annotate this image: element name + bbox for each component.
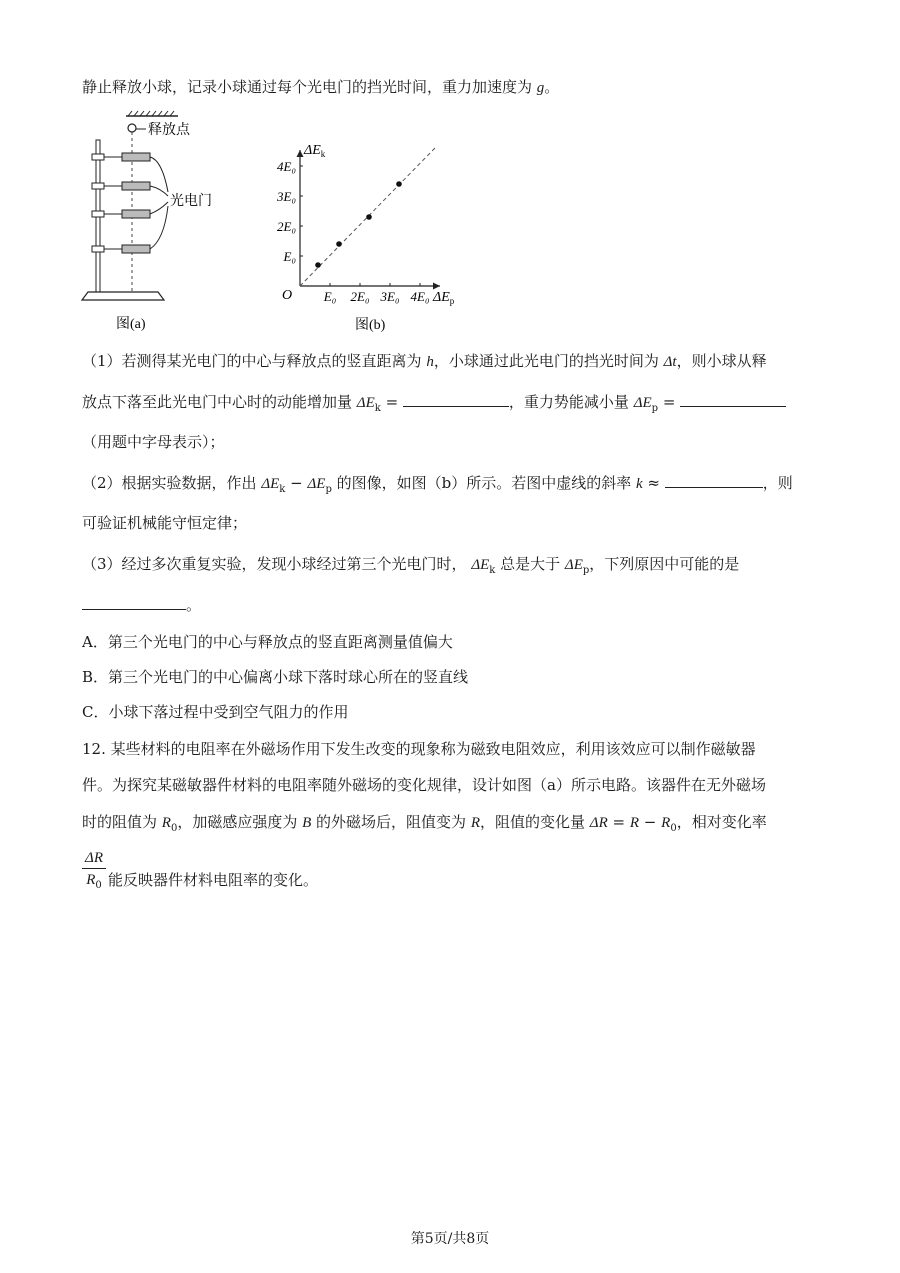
symbol-delta-ek: ΔE [356,395,375,411]
q12-text-c: 的外磁场后，阻值变为 [311,813,471,831]
q1-text-b: ，小球通过此光电门的挡光时间为 [433,352,664,370]
data-point [336,241,342,247]
data-point [396,181,402,187]
q12-line2: 件。为探究某磁敏器件材料的电阻率随外磁场的变化规律，设计如图（a）所示电路。该器件在无外磁场 [82,776,766,794]
subscript-p: p [582,565,590,576]
figure-a [78,110,228,332]
data-point [366,214,372,220]
q12-text-e: ，相对变化率 [676,813,767,831]
origin-label: O [282,288,293,303]
subscript-0: 0 [95,880,102,891]
figure-a-caption: 图(a) [116,317,146,332]
q2-text-b: 的图像，如图（b）所示。若图中虚线的斜率 [331,474,636,492]
symbol-k: k [635,476,643,492]
symbol-R0: R [86,872,96,888]
y-tick-label: 3E₀ [277,189,296,204]
symbol-delta-ep: ΔE [307,476,326,492]
photogate-1 [92,153,150,161]
q3-line2 [82,594,201,615]
q3-text-b: 总是大于 [495,555,565,573]
intro-end: 。 [544,78,560,96]
q1-line2 [82,391,786,419]
q12-line4: 能反映器件材料电阻率的变化。 [108,871,319,889]
approx: ≈ [642,474,665,492]
equals-2: = [658,393,681,411]
subscript-k: k [279,484,286,495]
symbol-h: h [426,354,434,370]
photogate-2 [92,182,150,190]
fraction-numerator: ΔR [82,848,106,869]
q1-text-e: ，重力势能减小量 [508,393,634,411]
q2-line2 [82,513,247,533]
x-axis-label: $\Delta E_p$ [433,290,455,306]
q2-line1 [82,472,793,500]
stand-base [82,292,164,300]
figure-b-caption: 图(b) [355,318,386,333]
q12-text-a: 时的阻值为 [82,813,162,831]
subscript-p: p [651,403,659,414]
blank-delta-ek[interactable] [403,391,509,407]
q1-text-c: ，则小球从释 [676,352,767,370]
x-tick-label: E₀ [323,289,337,304]
q12-line3 [82,812,767,839]
q1-line3 [82,432,225,452]
q1-line1 [82,351,767,372]
option-b[interactable]: B．第三个光电门的中心偏离小球下落时球心所在的竖直线 [82,668,469,686]
relative-change-fraction [82,848,106,896]
gate-label: 光电门 [170,194,212,209]
symbol-R: R [470,815,480,831]
release-ball [128,124,136,132]
x-tick-label: 2E₀ [350,289,370,304]
q2-text-d: 可验证机械能守恒定律； [82,514,248,532]
q12-line1: 12. 某些材料的电阻率在外磁场作用下发生改变的现象称为磁致电阻效应，利用该效应可以制作磁敏器 [82,740,756,758]
x-tick-label: 3E₀ [380,289,400,304]
q3-text-d: 。 [186,596,202,614]
q2-text-c: ，则 [762,474,793,492]
q1-text-a: （1）若测得某光电门的中心与释放点的竖直距离为 [82,352,427,370]
subscript-0: 0 [170,823,178,834]
y-tick-label: E₀ [283,249,296,264]
symbol-delta-ek: ΔE [261,476,280,492]
photogate-3 [92,210,150,218]
y-tick-label: 4E₀ [277,159,296,174]
symbol-B: B [302,815,312,831]
gate-pointers [150,157,168,249]
intro-text: 静止释放小球，记录小球通过每个光电门的挡光时间，重力加速度为 [82,78,537,96]
symbol-delta-ep: ΔE [564,557,583,573]
intro-line [82,77,559,98]
subscript-k: k [374,403,381,414]
symbol-R0: R [161,815,171,831]
photogate-4 [92,245,150,253]
option-a[interactable]: A．第三个光电门的中心与释放点的竖直距离测量值偏大 [82,633,453,651]
option-c[interactable]: C．小球下落过程中受到空气阻力的作用 [82,703,349,721]
x-tick-label: 4E₀ [410,289,430,304]
equals: = [607,813,630,831]
q3-text-c: ，下列原因中可能的是 [589,555,740,573]
figure-b-chart [270,138,470,334]
data-point [315,262,321,268]
page-number: 第5页/共8页 [410,1231,490,1247]
release-label: 释放点 [148,123,190,138]
gravity-symbol: g [536,80,545,96]
symbol-dt: Δt [663,354,677,370]
subscript-0: 0 [670,823,677,834]
blank-reason[interactable] [82,594,186,610]
blank-slope[interactable] [665,472,763,488]
equals: = [380,393,403,411]
q3-line1 [82,554,739,581]
symbol-R: R [629,815,640,831]
subscript-p: p [325,484,332,495]
minus: − [639,813,662,831]
q1-text-d: 放点下落至此光电门中心时的动能增加量 [82,393,357,411]
q2-text-a: （2）根据实验数据，作出 [82,474,262,492]
q1-text-f: （用题中字母表示）； [82,433,225,451]
y-axis-label: $\Delta E_k$ [304,143,326,159]
symbol-R0: R [661,815,671,831]
fraction-denominator [82,869,106,896]
symbol-delta-ep: ΔE [633,395,652,411]
q12-text-b: ，加磁感应强度为 [177,813,303,831]
blank-delta-ep[interactable] [680,391,786,407]
y-tick-label: 2E₀ [277,219,296,234]
symbol-delta-ek: ΔE [471,557,490,573]
minus: − [285,474,308,492]
q3-text-a: （3）经过多次重复实验，发现小球经过第三个光电门时， [82,555,472,573]
symbol-delta-R: ΔR [589,815,608,831]
subscript-k: k [489,565,496,576]
q12-text-d: ，阻值的变化量 [480,813,590,831]
